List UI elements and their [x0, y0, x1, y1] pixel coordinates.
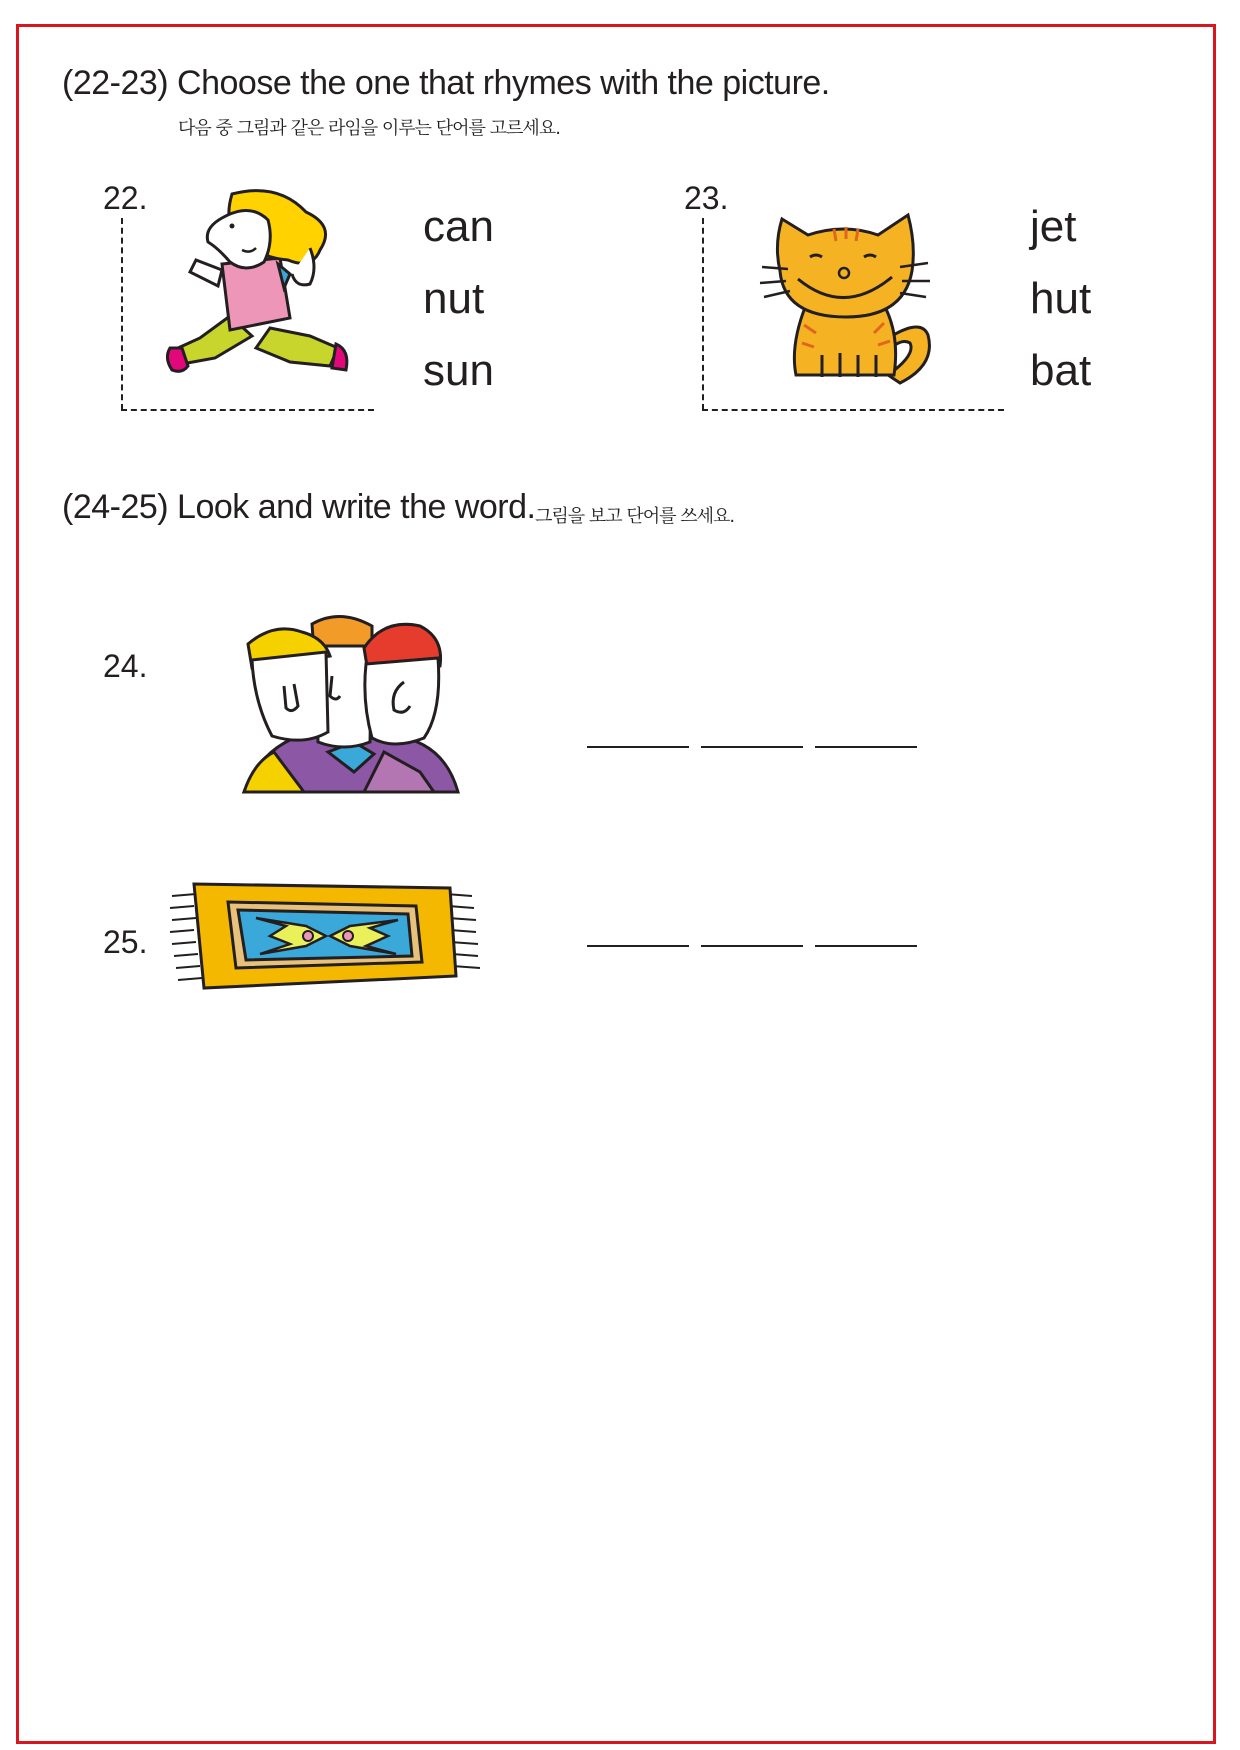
question-24-number: 24. — [103, 648, 148, 684]
q25-letter-blank-3[interactable] — [815, 945, 917, 947]
q24-letter-blank-2[interactable] — [701, 746, 803, 748]
three-men-icon — [244, 612, 464, 794]
q23-dashed-guide-horizontal — [702, 409, 1004, 411]
q23-choice-jet[interactable]: jet — [1030, 202, 1077, 251]
section-1-title: (22-23) Choose the one that rhymes with the picture. — [62, 64, 830, 102]
q22-choice-sun[interactable]: sun — [423, 346, 494, 395]
q22-choice-nut[interactable]: nut — [423, 274, 485, 323]
q22-dashed-guide-vertical — [121, 218, 123, 410]
q23-dashed-guide-vertical — [702, 218, 704, 410]
rug-icon — [166, 876, 486, 996]
q22-dashed-guide-horizontal — [121, 409, 374, 411]
q22-choice-can[interactable]: can — [423, 202, 494, 251]
section-2-title: (24-25) Look and write the word. — [62, 488, 536, 526]
section-1-subtitle: 다음 중 그림과 같은 라임을 이루는 단어를 고르세요. — [178, 118, 560, 139]
q25-letter-blank-2[interactable] — [701, 945, 803, 947]
q25-letter-blank-1[interactable] — [587, 945, 689, 947]
section-2-subtitle: 그림을 보고 단어를 쓰세요. — [535, 506, 735, 527]
question-25-number: 25. — [103, 924, 148, 960]
q23-choice-hut[interactable]: hut — [1030, 274, 1092, 323]
q23-choice-bat[interactable]: bat — [1030, 346, 1092, 395]
q24-letter-blank-3[interactable] — [815, 746, 917, 748]
cat-icon — [760, 205, 940, 395]
question-23-number: 23. — [684, 180, 729, 216]
question-22-number: 22. — [103, 180, 148, 216]
q24-letter-blank-1[interactable] — [587, 746, 689, 748]
running-girl-icon — [160, 188, 360, 388]
